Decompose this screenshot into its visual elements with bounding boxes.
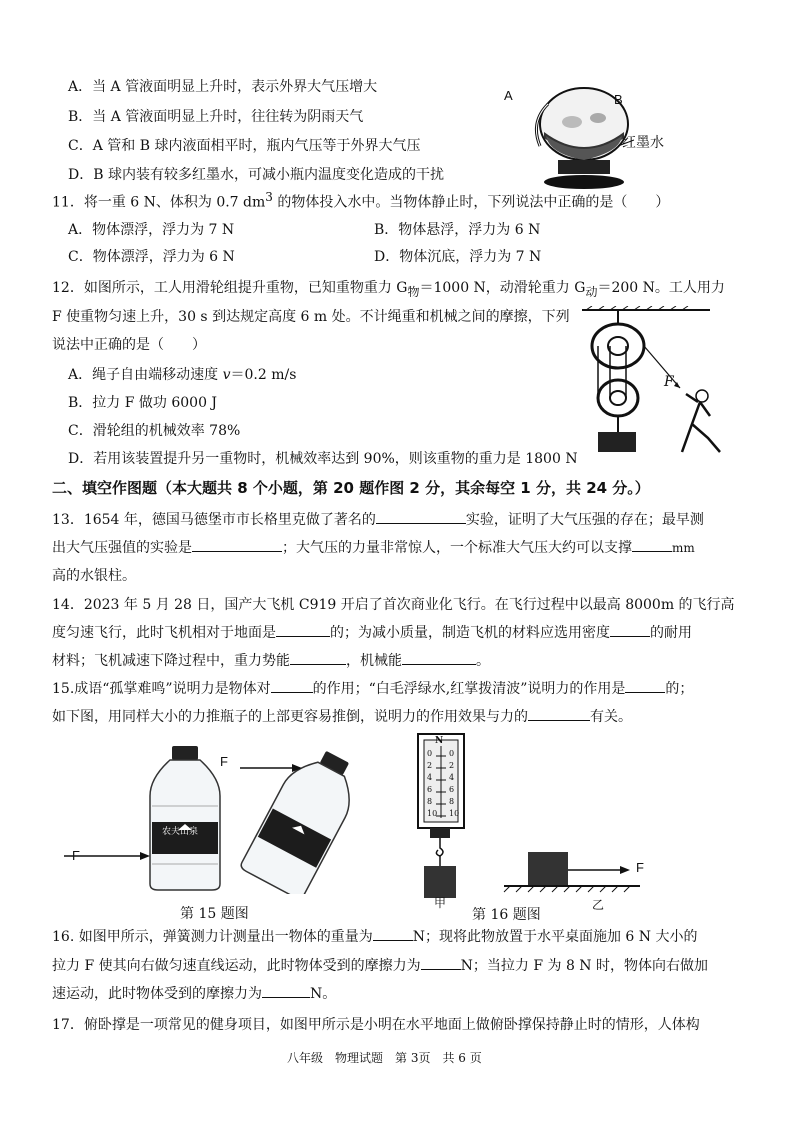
q14-line-3 [52,650,490,670]
label-b: B [614,92,623,107]
q14-line-2 [52,622,692,642]
q12-line-1 [52,277,725,300]
q13-blank-2[interactable] [192,537,282,552]
q15-blank-1[interactable] [271,678,313,693]
section-2-heading: 二、填空作图题（本大题共 8 个小题，第 20 题作图 2 分，其余每空 1 分，共 24 分。） [52,479,650,497]
q11-option-b: B．物体悬浮，浮力为 6 N [374,222,541,238]
q11-option-c: C．物体漂浮，浮力为 6 N [68,249,235,265]
q10-barometer-figure [500,82,680,190]
q11-stem [52,190,669,212]
q12-option-a [68,364,296,384]
q14-blank-1[interactable] [276,622,330,637]
fig16-ticks-left [427,748,437,820]
fig15-brand-label: 农夫山泉 [162,827,199,837]
q10-option-d: D．B 球内装有较多红墨水，可减小瓶内温度变化造成的干扰 [68,167,444,183]
fig16-label-jia: 甲 [434,896,447,910]
q16-line-3 [52,983,336,1003]
q10-option-a: A．当 A 管液面明显上升时，表示外界大气压增大 [68,79,378,95]
q12-line-1-pre: 12．如图所示，工人用滑轮组提升重物，已知重物重力 G [52,280,408,296]
q15-line-1-b: 的作用；“白毛浮绿水,红掌拨清波”说明力的作用是 [312,681,626,697]
q16-line-3-a: 速运动，此时物体受到的摩擦力为 [52,986,262,1002]
q12-pulley-figure [570,306,730,458]
q16-line-2 [52,955,708,975]
q13-line-3: 高的水银柱。 [52,568,136,584]
q15-line-2 [52,706,632,726]
q12-line-3: 说法中正确的是（ ） [52,337,206,353]
q13-blank-3[interactable] [632,537,672,552]
q13-line-1 [52,509,704,529]
pulley-force-label: F [664,374,674,390]
tick-4: 4 [427,773,433,782]
q14-blank-3[interactable] [290,650,346,665]
q15-line-2-b: 有关。 [590,709,632,725]
q11-option-a: A．物体漂浮，浮力为 7 N [68,222,235,238]
q14-line-3-c: 。 [476,653,490,669]
q11-stem-pre: 11．将一重 6 N、体积为 0.7 dm [52,194,266,211]
q12-option-b: B．拉力 F 做功 6000 J [68,395,218,411]
fig15-force-right: F [220,754,228,769]
q13-line-2 [52,537,695,557]
fig16-ticks-right [449,748,459,820]
q13-blank-1[interactable] [376,509,466,524]
fig16-force-label: F [636,860,644,875]
q11-stem-sup: 3 [265,190,273,204]
fig15-force-left: F [72,848,80,863]
tick-8-right: 8 [449,797,455,806]
q12-option-a-post: ＝0.2 m/s [230,367,297,383]
tick-8: 8 [427,797,433,806]
q14-line-2-c: 的耐用 [650,625,692,641]
tick-4-right: 4 [449,773,455,782]
q12-line-1-mid: ＝1000 N，动滑轮重力 G [419,280,586,296]
q12-option-a-pre: A．绳子自由端移动速度 [68,367,223,383]
figure-16 [400,730,670,923]
tick-6: 6 [427,785,433,794]
q14-line-3-b: ，机械能 [346,653,402,669]
q16-blank-3[interactable] [262,983,310,998]
tick-10-right: 10 [449,809,460,818]
fig16-scale-unit: N [435,736,444,746]
q14-line-2-b: 的；为减小质量，制造飞机的材料应选用密度 [330,625,610,641]
q11-stem-post: 的物体投入水中。当物体静止时，下列说法中正确的是（ ） [272,194,670,211]
tick-10: 10 [427,809,438,818]
pulley-illustration [570,306,730,458]
q13-line-1-a: 13．1654 年，德国马德堡市市长格里克做了著名的 [52,512,376,528]
q12-sub-1: 物 [407,284,420,299]
fig16-caption: 第 16 题图 [472,907,541,923]
q14-line-3-a: 材料；飞机减速下降过程中，重力势能 [52,653,290,669]
q16-line-1-a: 16. 如图甲所示，弹簧测力计测量出一物体的重量为 [52,929,373,945]
q17-line-1: 17．俯卧撑是一项常见的健身项目，如图甲所示是小明在水平地面上做俯卧撑保持静止时的情形，人体构 [52,1017,700,1033]
tick-0: 0 [427,749,433,758]
q12-option-c: C．滑轮组的机械效率 78% [68,423,241,439]
q13-line-1-b: 实验，证明了大气压强的存在；最早测 [465,512,704,528]
q13-line-2-b: ；大气压的力量非常惊人，一个标准大气压大约可以支撑 [282,540,632,556]
q14-blank-2[interactable] [610,622,650,637]
q14-line-2-a: 度匀速飞行，此时飞机相对于地面是 [52,625,276,641]
spring-scale-illustration [400,730,670,906]
tick-0-right: 0 [449,749,455,758]
q15-blank-2[interactable] [625,678,665,693]
q16-line-1-b: N；现将此物放置于水平桌面施加 6 N 大小的 [412,929,698,945]
q14-blank-4[interactable] [402,650,476,665]
tick-2-right: 2 [449,761,455,770]
tick-6-right: 6 [449,785,455,794]
q15-line-2-a: 如下图，用同样大小的力推瓶子的上部更容易推倒，说明力的作用效果与力的 [52,709,528,725]
q11-option-d: D．物体沉底，浮力为 7 N [374,249,542,265]
q16-blank-1[interactable] [373,926,413,941]
q16-line-3-b: N。 [310,986,337,1002]
fig16-label-yi: 乙 [592,898,605,912]
q15-line-1 [52,678,693,698]
q15-blank-3[interactable] [528,706,590,721]
q13-unit: mm [672,541,695,555]
page-footer: 八年级 物理试题 第 3页 共 6 页 [287,1051,482,1065]
q16-line-2-a: 拉力 F 使其向右做匀速直线运动，此时物体受到的摩擦力为 [52,958,421,974]
q15-line-1-a: 15.成语“孤掌难鸣”说明力是物体对 [52,681,271,697]
q16-line-1 [52,926,697,946]
q16-blank-2[interactable] [421,955,461,970]
q12-line-1-post: ＝200 N。工人用力 [597,280,725,296]
tick-2: 2 [427,761,433,770]
q14-line-1: 14．2023 年 5 月 28 日，国产大飞机 C919 开启了首次商业化飞行。在飞行过程中以最高 8000m 的飞行高 [52,597,735,613]
fig15-caption: 第 15 题图 [180,906,249,922]
q12-sub-2: 动 [585,284,598,299]
label-red-ink: 红墨水 [622,135,664,151]
q12-line-2: F 使重物匀速上升，30 s 到达规定高度 6 m 处。不计绳重和机械之间的摩擦，下列 [52,309,570,325]
q13-line-2-a: 出大气压强值的实验是 [52,540,192,556]
q12-option-d: D．若用该装置提升另一重物时，机械效率达到 90%，则该重物的重力是 1800 N [68,451,578,467]
q12-option-a-var: v [222,367,231,383]
figure-15 [60,738,380,922]
label-a: A [504,88,513,103]
q15-line-1-c: 的； [665,681,694,697]
q16-line-2-b: N；当拉力 F 为 8 N 时，物体向右做加 [460,958,708,974]
q10-option-c: C．A 管和 B 球内液面相平时，瓶内气压等于外界大气压 [68,138,421,154]
q10-option-b: B．当 A 管液面明显上升时，往往转为阴雨天气 [68,109,364,125]
